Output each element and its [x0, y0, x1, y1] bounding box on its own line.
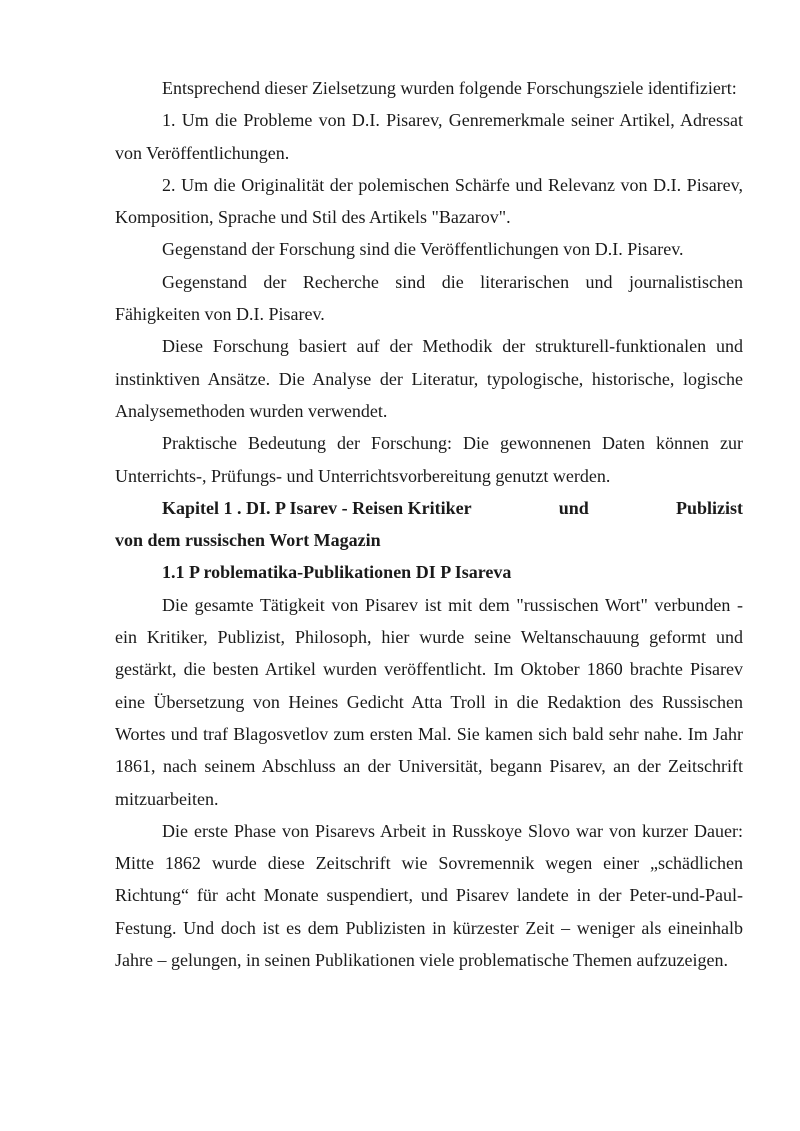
section-heading: 1.1 P roblematika-Publikationen DI P Isareva [162, 562, 512, 583]
paragraph-russian-word: Die gesamte Tätigkeit von Pisarev ist mit dem "russischen Wort" verbunden - ein Kritiker, Publizist, Philosoph, hier wurde seine Weltanschauung geformt und gestärkt, die besten Artikel wurden veröffentlicht. Im Oktober 1860 brachte Pisarev eine Übersetzung von Heines Gedicht Atta Troll in die Redaktion des Russischen Wortes und traf Blagosvetlov zum ersten Mal. Sie kamen sich bald sehr nahe. Im Jahr 1861, nach seinem Abschluss an der Universität, begann Pisarev, an der Zeitschrift mitzuarbeiten. [115, 594, 743, 809]
paragraph-first-phase: Die erste Phase von Pisarevs Arbeit in Russkoye Slovo war von kurzer Dauer: Mitte 1862 wurde diese Zeitschrift wie Sovremennik wegen einer „schädlichen Richtung“ für acht Monate suspendiert, und Pisarev landete in der Peter-und-Paul-Festung. Und doch ist es dem Publizisten in kürzester Zeit – weniger als eineinhalb Jahre – gelungen, in seinen Publikationen viele problematische Themen aufzuzeigen. [115, 820, 743, 971]
page-body [115, 72, 743, 976]
chapter-heading-line-1 [115, 492, 743, 524]
chapter-heading [115, 492, 743, 557]
chapter-heading-part-2: und [558, 497, 589, 518]
paragraph-goal-2: 2. Um die Originalität der polemischen Schärfe und Relevanz von D.I. Pisarev, Komposition, Sprache und Stil des Artikels "Bazarov". [115, 174, 743, 228]
chapter-heading-part-3: Publizist [675, 497, 743, 518]
chapter-heading-part-1: Kapitel 1 . DI. P Isarev - Reisen Kritiker [162, 497, 472, 518]
chapter-heading-line-2: von dem russischen Wort Magazin [115, 530, 381, 551]
paragraph-research-goals-intro: Entsprechend dieser Zielsetzung wurden folgende Forschungsziele identifiziert: [162, 78, 737, 98]
paragraph-research-subject: Gegenstand der Forschung sind die Veröffentlichungen von D.I. Pisarev. [162, 239, 684, 260]
paragraph-goal-1: 1. Um die Probleme von D.I. Pisarev, Genremerkmale seiner Artikel, Adressat von Veröffentlichungen. [115, 110, 743, 163]
paragraph-research-object: Gegenstand der Recherche sind die literarischen und journalistischen Fähigkeiten von D.I. Pisarev. [115, 271, 743, 325]
paragraph-practical-significance: Praktische Bedeutung der Forschung: Die gewonnenen Daten können zur Unterrichts-, Prüfungs- und Unterrichtsvorbereitung genutzt werden. [115, 433, 743, 486]
paragraph-methodology: Diese Forschung basiert auf der Methodik der strukturell-funktionalen und instinktiven Ansätze. Die Analyse der Literatur, typologische, historische, logische Analysemethoden wurden verwendet. [115, 336, 743, 421]
